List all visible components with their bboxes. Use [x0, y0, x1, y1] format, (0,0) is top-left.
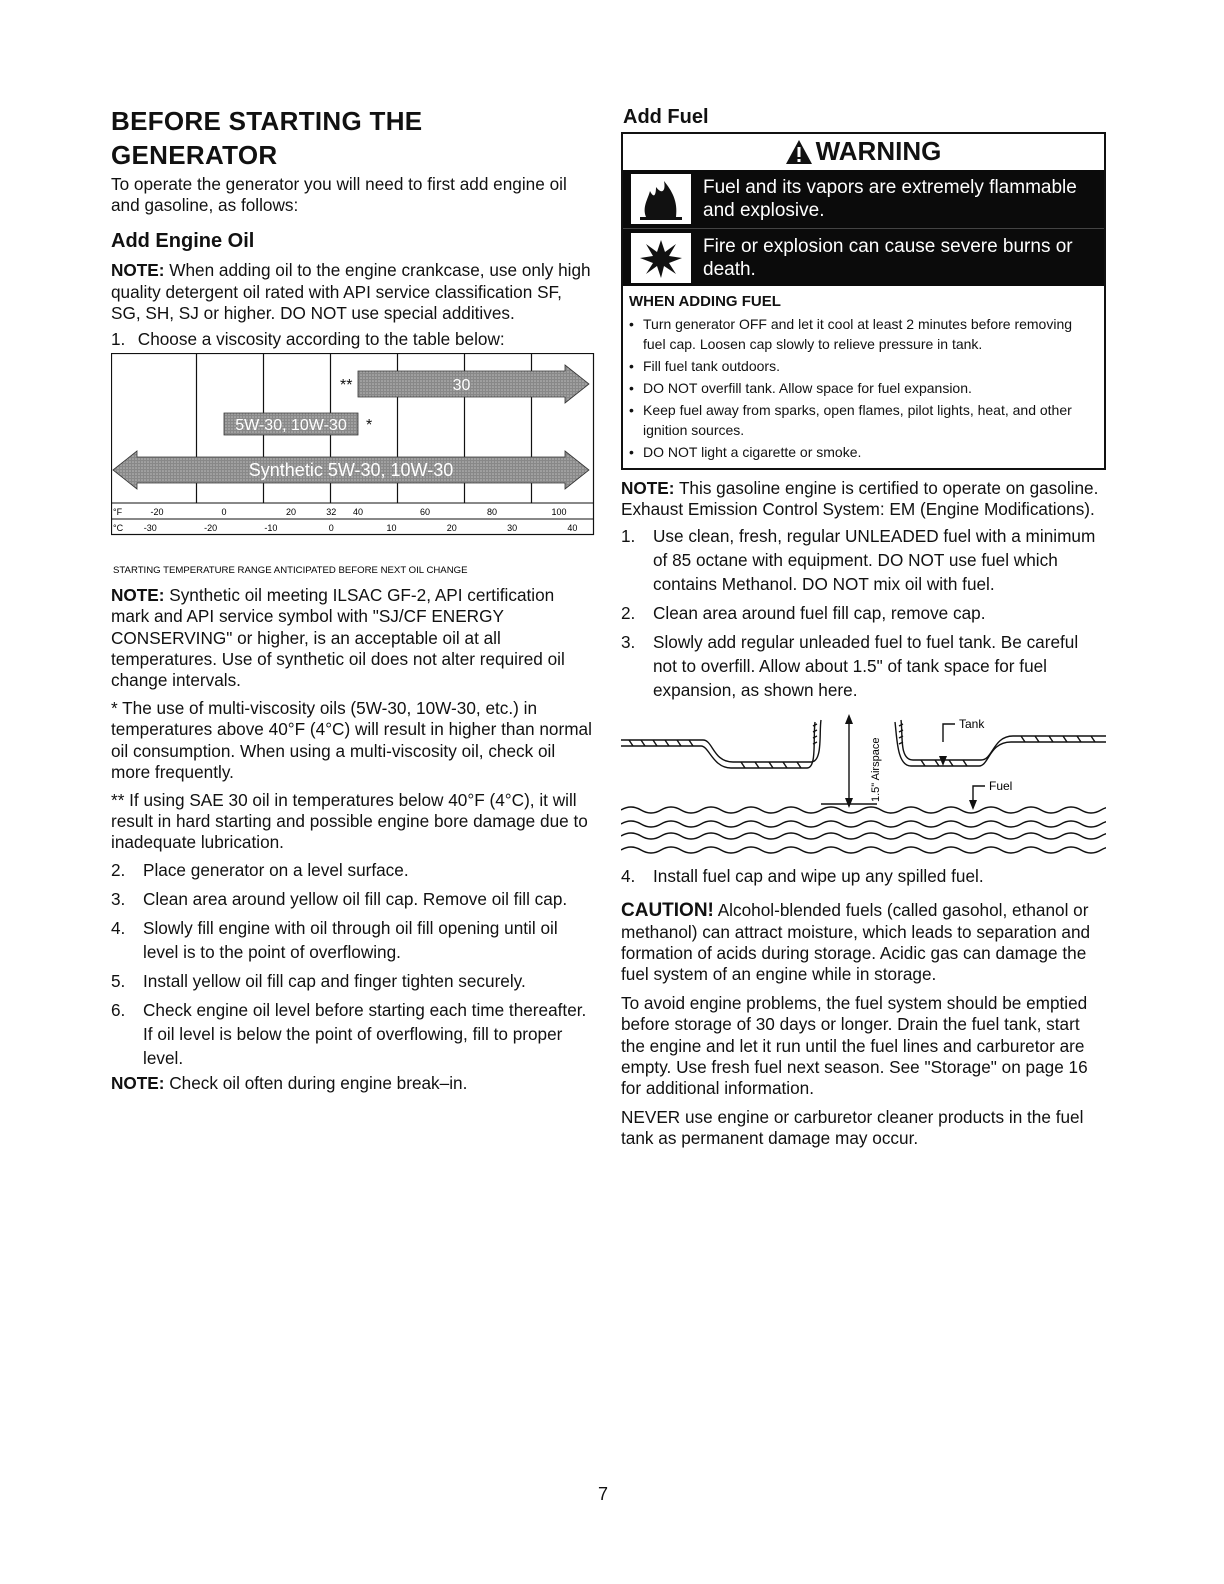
heading-line-2: GENERATOR: [111, 140, 278, 170]
chart-bar-marker-0: **: [340, 377, 353, 395]
chart-c-tick: 10: [386, 523, 397, 534]
explosion-icon: [631, 233, 691, 283]
add-engine-oil-heading: Add Engine Oil: [111, 230, 255, 253]
list-item: [621, 630, 1106, 702]
chart-f-unit: °F: [113, 507, 123, 518]
add-fuel-heading: Add Fuel: [623, 106, 709, 128]
chart-c-tick: -20: [204, 523, 218, 534]
bullet-text: Turn generator OFF and let it cool at least 2 minutes before removing fuel cap. Loosen cap slowly to relieve pressure in tank.: [643, 316, 1073, 352]
fuel-steps-list: [621, 524, 1106, 702]
chart-f-tick: 32: [326, 507, 337, 518]
step-text: Check engine oil level before starting each time thereafter. If oil level is below the point of overflowing, fill to proper level.: [143, 999, 587, 1068]
bullet-icon: •: [629, 380, 634, 396]
note-label: NOTE:: [621, 478, 675, 498]
step-text: Clean area around yellow oil fill cap. Remove oil fill cap.: [143, 888, 568, 909]
left-column: [111, 104, 593, 1094]
viscosity-chart-svg: [111, 353, 595, 583]
note-3: [111, 1073, 593, 1094]
step-number: 1.: [621, 526, 636, 547]
chart-f-tick: 100: [551, 507, 567, 518]
caution-paragraph: [621, 900, 1106, 985]
warning-title: WARNING: [815, 136, 942, 166]
airspace-label: 1.5" Airspace: [870, 737, 882, 803]
list-item: [629, 442, 1094, 462]
chart-c-tick: 40: [567, 523, 578, 534]
fuel-note: [621, 478, 1106, 520]
caution-label: CAUTION!: [621, 900, 714, 922]
warning-text-flammable: Fuel and its vapors are extremely flammable and explosive.: [703, 177, 1077, 221]
note-1-text: When adding oil to the engine crankcase, use only high quality detergent oil rated with API service classification SF, SG, SH, SJ or higher. DO NOT use special additives.: [111, 260, 591, 323]
right-column: [621, 104, 1106, 1150]
note-2: [111, 585, 593, 691]
step-number: 2.: [621, 603, 636, 624]
step-number: 6.: [111, 999, 126, 1020]
chart-c-tick: 30: [507, 523, 518, 534]
step-text: Install fuel cap and wipe up any spilled fuel.: [653, 866, 984, 887]
list-item: [111, 916, 593, 964]
warning-triangle-icon: [785, 139, 813, 165]
fuel-tank-diagram-svg: [621, 712, 1106, 862]
step-number: 3.: [111, 888, 126, 909]
viscosity-chart: [111, 353, 595, 583]
chart-c-unit: °C: [113, 523, 124, 534]
chart-c-tick: 0: [328, 523, 334, 534]
note-3-text: Check oil often during engine break–in.: [169, 1072, 468, 1093]
chart-f-tick: 0: [221, 507, 227, 518]
list-item: [629, 314, 1094, 354]
note-label: NOTE:: [111, 260, 165, 281]
note-2-text: Synthetic oil meeting ILSAC GF-2, API certification mark and API service symbol with "SJ/CF ENERGY CONSERVING" or higher, is an acceptable oil at all temperatures. Use of synthetic oil does not alter required oil change intervals.: [111, 585, 565, 691]
bullet-text: Fill fuel tank outdoors.: [643, 358, 780, 374]
note-1: [111, 260, 593, 324]
bullet-icon: •: [629, 358, 634, 374]
bullet-text: DO NOT overfill tank. Allow space for fuel expansion.: [643, 380, 972, 396]
flame-icon: [631, 174, 691, 224]
list-item: [621, 601, 1106, 625]
oil-steps-list: [111, 858, 593, 1070]
step-text: Use clean, fresh, regular UNLEADED fuel with a minimum of 85 octane with equipment. DO NOT use fuel which contains Methanol. DO NOT mix oil with fuel.: [653, 526, 1096, 595]
step-text: Slowly add regular unleaded fuel to fuel tank. Be careful not to overfill. Allow about 1.5" of tank space for fuel expansion, as shown here.: [653, 632, 1079, 701]
bullet-icon: •: [629, 316, 634, 332]
heading-line-1: BEFORE STARTING THE: [111, 106, 423, 136]
intro-paragraph: To operate the generator you will need to first add engine oil and gasoline, as follows:: [111, 174, 567, 216]
list-item: [629, 356, 1094, 376]
step-number: 5.: [111, 970, 126, 991]
chart-bar-0: [358, 365, 589, 403]
chart-bar-label-2: Synthetic 5W-30, 10W-30: [248, 460, 454, 481]
list-item: [621, 864, 1106, 888]
chart-c-tick: 20: [446, 523, 457, 534]
bullet-text: Keep fuel away from sparks, open flames, pilot lights, heat, and other ignition sources.: [643, 402, 1072, 438]
bullet-text: DO NOT light a cigarette or smoke.: [643, 444, 862, 460]
list-item: [629, 378, 1094, 398]
chart-f-tick: 20: [285, 507, 297, 518]
chart-f-tick: 40: [352, 507, 364, 518]
list-item: [111, 858, 593, 882]
chart-c-tick: -10: [264, 523, 278, 534]
step-number: 4.: [111, 917, 126, 938]
note-label: NOTE:: [111, 585, 165, 606]
step-text: Install yellow oil fill cap and finger tighten securely.: [143, 970, 526, 991]
section-heading: [111, 104, 593, 172]
chart-c-tick: -30: [143, 523, 157, 534]
list-item: [111, 887, 593, 911]
list-item: [621, 524, 1106, 596]
never-paragraph: NEVER use engine or carburetor cleaner products in the fuel tank as permanent damage may occur.: [621, 1107, 1084, 1149]
step-number: 2.: [111, 859, 126, 880]
page-number: 7: [598, 1484, 609, 1504]
warning-header: [623, 134, 1104, 170]
chart-bar-label-1: 5W-30, 10W-30: [235, 417, 347, 435]
tank-label: Tank: [959, 717, 985, 732]
warning-row-explosion: [623, 228, 1104, 286]
fuel-label: Fuel: [989, 779, 1013, 794]
chart-bar-label-0: 30: [452, 377, 471, 395]
fuel-bullet-list: [629, 314, 1094, 462]
step-number: 4.: [621, 866, 636, 887]
warning-text-explosion: Fire or explosion can cause severe burns or death.: [703, 235, 1073, 280]
chart-f-tick: -20: [150, 507, 164, 518]
fuel-step-4-list: [621, 864, 1106, 888]
step-text: Place generator on a level surface.: [143, 859, 409, 880]
caution-text: Alcohol-blended fuels (called gasohol, ethanol or methanol) can attract moisture, which leads to separation and formation of acids during storage. Acidic gas can damage the fuel system of an engine while in storage.: [621, 900, 1091, 985]
fuel-airspace-diagram: [621, 712, 1106, 862]
chart-f-tick: 60: [419, 507, 431, 518]
step-1: [111, 329, 593, 350]
fuel-note-text: This gasoline engine is certified to operate on gasoline. Exhaust Emission Control System: EM (Engine Modifications).: [621, 478, 1099, 520]
step-1-number: 1.: [111, 329, 126, 350]
step-1-text: Choose a viscosity according to the table below:: [137, 329, 505, 350]
chart-f-tick: 80: [486, 507, 498, 518]
storage-paragraph: To avoid engine problems, the fuel system should be emptied before storage of 30 days or longer. Drain the fuel tank, start the engine and let it run until the fuel lines and carburetor are empty. Use fresh fuel next season. See "Storage" on page 16 for additional information.: [621, 993, 1088, 1099]
warning-box: [621, 132, 1106, 470]
list-item: [111, 998, 593, 1070]
step-text: Slowly fill engine with oil through oil fill opening until oil level is to the point of overflowing.: [143, 917, 558, 962]
note-label: NOTE:: [111, 1072, 165, 1093]
chart-xlabel: STARTING TEMPERATURE RANGE ANTICIPATED BEFORE NEXT OIL CHANGE: [113, 565, 468, 577]
step-number: 3.: [621, 632, 636, 653]
list-item: [629, 400, 1094, 440]
bullet-icon: •: [629, 402, 634, 418]
bullet-icon: •: [629, 444, 634, 460]
when-adding-fuel: [623, 286, 1104, 468]
step-text: Clean area around fuel fill cap, remove cap.: [653, 603, 986, 624]
footnote-double-star: ** If using SAE 30 oil in temperatures below 40°F (4°C), it will result in hard starting and possible engine bore damage due to inadequate lubrication.: [111, 790, 588, 853]
warning-row-flammable: [623, 170, 1104, 228]
list-item: [111, 969, 593, 993]
when-adding-fuel-title: WHEN ADDING FUEL: [629, 293, 781, 310]
chart-bar-marker-1: *: [366, 417, 373, 435]
footnote-single-star: * The use of multi-viscosity oils (5W-30, 10W-30, etc.) in temperatures above 40°F (4°C) will result in higher than normal oil consumption. When using a multi-viscosity oil, check oil more frequently.: [111, 698, 592, 782]
